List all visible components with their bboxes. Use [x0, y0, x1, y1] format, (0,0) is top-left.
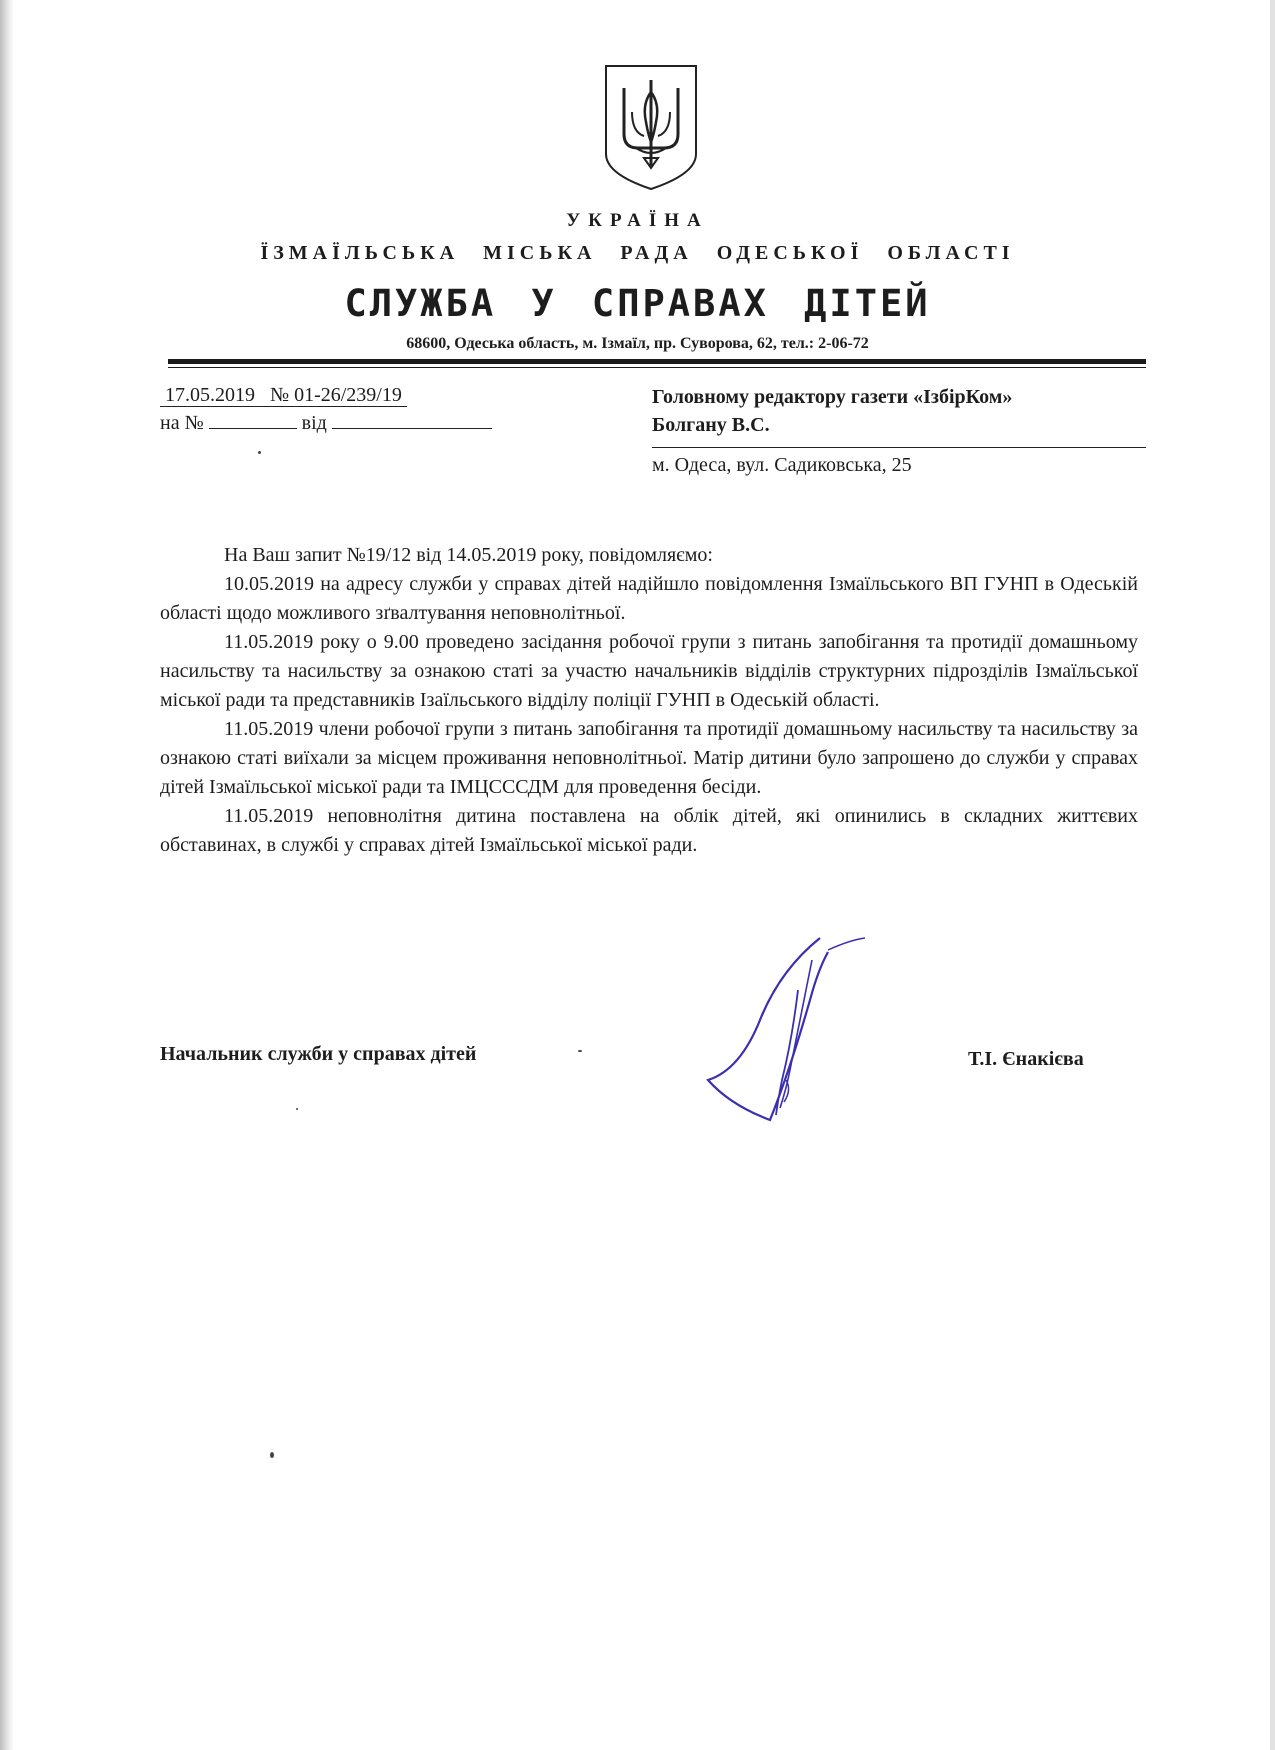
- body-paragraph: 10.05.2019 на адресу служби у справах дітей надійшло повідомлення Ізмаїльського ВП ГУНП в Одеській області щодо можливого зґвалтування неповнолітньої.: [160, 573, 1138, 624]
- reference-line: [160, 384, 407, 407]
- body-paragraph: 11.05.2019 року о 9.00 проведено засідання робочої групи з питань запобігання та протидії домашньому насильству та насильству за ознакою статі за участю начальників відділів структурних підрозділів Ізмаїльської міської ради та представників Ізаїльського відділу поліції ГУНП в Одеській області.: [160, 631, 1138, 711]
- body-paragraph: 11.05.2019 неповнолітня дитина поставлена на облік дітей, які опинились в складних життєвих обставинах, в службі у справах дітей Ізмаїльської міської ради.: [160, 805, 1138, 856]
- recipient-rule: [652, 447, 1146, 448]
- in-reply-line: [160, 412, 492, 435]
- header-service-title: СЛУЖБА У СПРАВАХ ДІТЕЙ: [344, 282, 931, 325]
- in-reply-from-label: від: [301, 412, 327, 434]
- header-address: 68600, Одеська область, м. Ізмаїл, пр. Суворова, 62, тел.: 2-06-72: [406, 335, 869, 352]
- recipient-position: Головному редактору газети «ІзбірКом»: [652, 386, 1013, 408]
- in-reply-number-blank: [209, 412, 297, 429]
- in-reply-label: на №: [160, 412, 204, 434]
- scan-speck: [270, 1452, 274, 1458]
- signatory-title: Начальник служби у справах дітей: [160, 1043, 477, 1065]
- signatory-name: Т.І. Єнакієва: [968, 1048, 1084, 1070]
- reference-number-label: №: [270, 384, 290, 406]
- in-reply-date-blank: [332, 412, 492, 429]
- header-rule-thick: [168, 359, 1146, 364]
- reference-number: 01-26/239/19: [294, 384, 402, 406]
- letter-body: [160, 541, 1138, 860]
- trident-coat-of-arms-icon: [602, 62, 700, 192]
- recipient-address: м. Одеса, вул. Садиковська, 25: [652, 454, 912, 476]
- header-council: ЇЗМАЇЛЬСЬКА МІСЬКА РАДА ОДЕСЬКОЇ ОБЛАСТІ: [260, 242, 1015, 264]
- body-paragraph: На Ваш запит №19/12 від 14.05.2019 року, повідомляємо:: [224, 544, 713, 566]
- body-paragraph: 11.05.2019 члени робочої групи з питань запобігання та протидії домашньому насильству та насильству за ознакою статі виїхали за місцем проживання неповнолітньої. Матір дитини було запрошено до служби у справах дітей Ізмаїльської міської ради та ІМЦСССДМ для проведення бесіди.: [160, 718, 1138, 798]
- reference-date: 17.05.2019: [165, 384, 255, 406]
- recipient-name: Болгану В.С.: [652, 414, 770, 436]
- scan-speck: [258, 451, 261, 454]
- scan-speck: [578, 1050, 582, 1052]
- handwritten-signature: [700, 930, 870, 1130]
- header-country: УКРАЇНА: [566, 210, 709, 231]
- header-rule-thin: [168, 367, 1146, 368]
- scan-speck: [296, 1108, 298, 1110]
